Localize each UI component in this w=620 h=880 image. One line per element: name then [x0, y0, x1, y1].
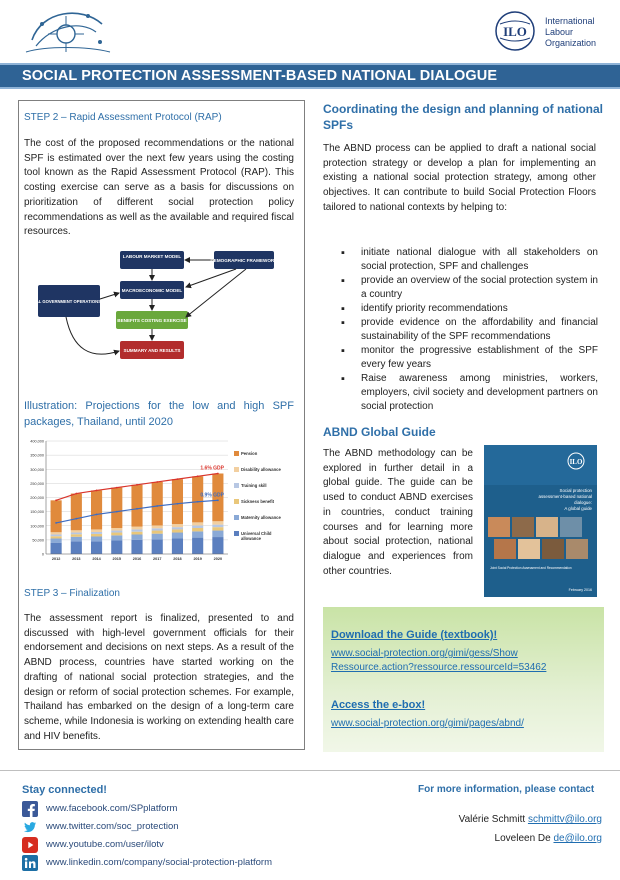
guide-title: ABND Global Guide — [323, 425, 436, 439]
chart-legend-label: Maternity allowance — [241, 515, 281, 520]
chart-bar-segment — [152, 482, 163, 526]
chart-x-tick-label: 2019 — [193, 557, 202, 561]
chart-y-tick-label: 150,000 — [30, 510, 44, 515]
chart-y-tick-label: 400,000 — [30, 439, 44, 444]
chart-legend-swatch — [234, 531, 239, 536]
organization-name — [545, 16, 596, 49]
chart-line-point — [197, 475, 199, 477]
chart-bar-segment — [172, 538, 183, 554]
chart-annotation: 1.6% GDP — [200, 465, 224, 472]
chart-bar-segment — [192, 522, 203, 525]
list-item: ▪ Raise awareness among ministries, workers, employers, civil society and development partners on social protection — [333, 372, 598, 414]
chart-bar-segment — [51, 500, 62, 532]
youtube-url[interactable]: www.youtube.com/user/ilotv — [46, 839, 164, 850]
chart-line-point — [55, 522, 57, 524]
chart-bar-segment — [172, 527, 183, 529]
chart-bar-segment — [131, 485, 142, 527]
access-ebox-link[interactable]: Access the e-box! — [331, 699, 426, 711]
chart-bar-segment — [71, 537, 82, 542]
chart-bar-segment — [172, 524, 183, 527]
ebox-url[interactable]: www.social-protection.org/gimi/pages/abnd/ — [331, 718, 524, 729]
coordinating-text: The ABND process can be applied to draft a national social protection strategy or develop a plan for implementing an existing a national social protection strategy, among other objectives. It can contribute to build Social Protection Floors tailored to national contexts by helping to: — [323, 143, 596, 213]
page-title: SOCIAL PROTECTION ASSESSMENT-BASED NATIONAL DIALOGUE — [22, 68, 498, 84]
chart-bar-segment — [152, 525, 163, 528]
chart-x-tick-label: 2016 — [132, 557, 142, 561]
chart-x-tick-label: 2014 — [92, 557, 101, 561]
chart-legend-label: Pension — [241, 451, 258, 456]
chart-bar-segment — [111, 528, 122, 531]
chart-bar-segment — [51, 543, 62, 554]
contact-name: Valérie Schmitt — [458, 814, 526, 825]
cover-title-line: Social protection — [559, 488, 592, 493]
illustration-title: Illustration: Projections for the low and high SPF packages, Thailand, until 2020 — [24, 400, 294, 428]
title-banner — [0, 63, 620, 89]
chart-y-tick-label: 250,000 — [30, 481, 44, 486]
chart-x-tick-label: 2013 — [72, 557, 81, 561]
contact-de — [495, 833, 602, 844]
chart-legend-swatch — [234, 467, 239, 472]
linkedin-url[interactable]: www.linkedin.com/company/social-protection-platform — [46, 857, 272, 868]
download-panel — [323, 607, 604, 752]
chart-bar-segment — [192, 476, 203, 522]
chart-line-point — [116, 511, 118, 513]
chart-bar-segment — [212, 531, 223, 537]
chart-annotation: 0.9% GDP — [200, 492, 224, 499]
chart-bar-segment — [131, 540, 142, 554]
chart-x-tick-label: 2015 — [112, 557, 122, 561]
cover-title-line: assessment-based national — [538, 494, 592, 499]
flow-label-demographic: DEMOGRAPHIC FRAMEWORK — [210, 258, 278, 263]
chart-legend-label: Disability allowance — [241, 467, 281, 472]
chart-bar-segment — [131, 527, 142, 530]
chart-bar-segment — [172, 479, 183, 524]
chart-bar-segment — [212, 527, 223, 530]
organization-name-line: Labour — [545, 27, 574, 37]
chart-legend-label: Sickness benefit — [241, 499, 275, 504]
cover-title-line: A global guide — [564, 506, 592, 511]
contact-email-link[interactable]: schmittv@ilo.org — [527, 814, 602, 825]
step3-title: STEP 3 – Finalization — [24, 588, 120, 599]
guide-text: The ABND methodology can be explored in further detail in a global guide. The guide can be used to conduct ABND exercises in countries, conduct training courses and for learning more about social protection, national dialogue and experiences from other countries. — [323, 448, 473, 577]
rap-flowchart — [20, 247, 278, 385]
more-info-heading: For more information, please contact — [418, 784, 595, 795]
step2-text: The cost of the proposed recommendations or the national SPF is estimated over the next few years using the costing tool known as the Rapid Assessment Protocol (RAP). This costing exercise can serve as a basis for discussions on prioritization of different social protection policy recommendations as well as the available and required fiscal resources. — [24, 138, 294, 238]
youtube-icon — [22, 837, 38, 853]
chart-bar-segment — [212, 537, 223, 554]
chart-x-tick-label: 2017 — [152, 557, 162, 561]
chart-bar-segment — [51, 536, 62, 538]
ilo-logo — [490, 10, 540, 52]
organization-name-line: International — [545, 16, 595, 26]
facebook-icon — [22, 801, 38, 817]
chart-bar-segment — [172, 529, 183, 532]
step2-title: STEP 2 – Rapid Assessment Protocol (RAP) — [24, 112, 222, 123]
chart-bar-segment — [172, 533, 183, 539]
chart-line-point — [197, 501, 199, 503]
guide-cover-image — [484, 445, 597, 597]
chart-y-tick-label: 100,000 — [30, 524, 44, 529]
objectives-list — [333, 246, 598, 414]
chart-bar-segment — [212, 521, 223, 524]
chart-legend-swatch — [234, 515, 239, 520]
chart-bar-segment — [192, 528, 203, 531]
projection-chart — [24, 435, 294, 572]
linkedin-icon — [22, 855, 38, 871]
chart-line-point — [75, 518, 77, 520]
cover-title-line: dialogue: — [574, 500, 592, 505]
stay-connected-heading: Stay connected! — [22, 784, 107, 796]
chart-bar-segment — [71, 541, 82, 554]
chart-line-point — [136, 484, 138, 486]
chart-bar-segment — [111, 540, 122, 554]
chart-line-point — [116, 487, 118, 489]
contact-name: Loveleen De — [494, 833, 551, 844]
chart-bar-segment — [152, 539, 163, 554]
chart-bar-segment — [111, 488, 122, 528]
flow-label-macro: MACROECONOMIC MODEL — [121, 288, 183, 293]
chart-legend-swatch — [234, 451, 239, 456]
chart-bar-segment — [192, 525, 203, 528]
chart-line-point — [156, 481, 158, 483]
chart-y-tick-label: 300,000 — [30, 467, 44, 472]
chart-bar-segment — [91, 541, 102, 554]
facebook-url[interactable]: www.facebook.com/SPplatform — [46, 803, 178, 814]
chart-bar-segment — [212, 525, 223, 528]
flow-label-costing: BENEFITS COSTING EXERCISE — [117, 318, 187, 323]
chart-bar-segment — [152, 531, 163, 534]
chart-legend-label: Training skill — [241, 483, 267, 488]
chart-x-tick-label: 2018 — [173, 557, 182, 561]
chart-legend-label: Universal Child allowance — [241, 531, 272, 541]
download-guide-url-line1[interactable]: www.social-protection.org/gimi/gess/Show — [331, 648, 518, 659]
chart-line-point — [136, 508, 138, 510]
chart-line-point — [55, 499, 57, 501]
chart-y-tick-label: 50,000 — [32, 538, 44, 543]
chart-line-point — [75, 493, 77, 495]
ilo-logo-text: ILO — [503, 24, 527, 39]
chart-line-point — [96, 490, 98, 492]
chart-y-tick-label: 350,000 — [30, 453, 44, 458]
cover-date: February 2016 — [568, 588, 592, 592]
chart-legend-swatch — [234, 483, 239, 488]
chart-bar-segment — [111, 531, 122, 533]
twitter-icon — [22, 819, 38, 835]
chart-bar-segment — [192, 538, 203, 554]
chart-bar-segment — [152, 534, 163, 540]
organization-name-line: Organization — [545, 38, 597, 48]
social-protection-floor-logo — [22, 2, 114, 58]
list-item: ▪ initiate national dialogue with all stakeholders on social protection, SPF and challenges — [333, 246, 598, 274]
chart-line-point — [177, 478, 179, 480]
flow-label-summary: SUMMARY AND RESULTS — [123, 348, 181, 353]
coordinating-title: Coordinating the design and planning of national SPFs — [323, 102, 603, 132]
chart-bar-segment — [131, 532, 142, 535]
step3-text: The assessment report is finalized, presented to and discussed with high-level government officials for their endorsement and decisions on next steps. As a result of the ABND process, countries have started working on the drafting of national social protection strategies, and the design or reform of social protection schemes. For example, Thailand has embarked on the design of a long-term care scheme, while Indonesia is working on extending health care and HIV benefits. — [24, 613, 294, 742]
chart-bar-segment — [111, 533, 122, 536]
chart-bar-segment — [131, 535, 142, 540]
chart-bar-segment — [51, 535, 62, 537]
list-item: ▪ identify priority recommendations — [333, 302, 598, 316]
chart-legend-swatch — [234, 499, 239, 504]
chart-bar-segment — [71, 533, 82, 535]
chart-bar-segment — [71, 494, 82, 531]
chart-line-point — [217, 473, 219, 475]
chart-line-point — [156, 505, 158, 507]
header — [0, 0, 620, 62]
chart-bar-segment — [91, 490, 102, 529]
chart-y-tick-label: 0 — [41, 552, 44, 557]
chart-x-tick-label: 2012 — [51, 557, 61, 561]
chart-bar-segment — [91, 534, 102, 537]
chart-line-point — [217, 499, 219, 501]
cover-ilo-text: ILO — [569, 458, 583, 466]
chart-line-point — [177, 503, 179, 505]
chart-y-tick-label: 200,000 — [30, 496, 44, 500]
download-guide-link[interactable]: Download the Guide (textbook)! — [331, 629, 498, 641]
chart-line-point — [96, 514, 98, 516]
chart-bar-segment — [192, 531, 203, 537]
chart-bar-segment — [131, 529, 142, 531]
chart-bar-segment — [71, 534, 82, 537]
list-item: ▪ provide an overview of the social protection system in a country — [333, 274, 598, 302]
chart-bar-segment — [111, 535, 122, 540]
flow-label-government: GENERAL GOVERNMENT OPERATIONS MODEL — [20, 299, 118, 304]
chart-bar-segment — [91, 532, 102, 534]
flow-label-labour: LABOUR MARKET MODEL — [122, 254, 182, 259]
twitter-url[interactable]: www.twitter.com/soc_protection — [46, 821, 179, 832]
chart-bar-segment — [51, 538, 62, 542]
contact-email-link[interactable]: de@ilo.org — [553, 833, 602, 844]
download-guide-url-line2[interactable]: Ressource.action?ressource.ressourceId=53462 — [331, 662, 547, 673]
chart-bar-segment — [91, 529, 102, 532]
list-item: ▪ provide evidence on the affordability and financial sustainability of the SPF recommendations — [333, 316, 598, 344]
chart-x-tick-label: 2020 — [213, 557, 223, 561]
chart-bar-segment — [51, 532, 62, 534]
list-item: ▪ monitor the progressive establishment of the SPF every few years — [333, 344, 598, 372]
chart-bar-segment — [91, 536, 102, 541]
chart-bar-segment — [152, 528, 163, 530]
chart-bar-segment — [71, 530, 82, 532]
guide-cover-art — [484, 445, 597, 597]
footer — [0, 770, 620, 880]
contact-schmitt — [459, 814, 602, 825]
cover-subtitle: Joint Social Protection Assessment and Recommendation — [490, 566, 572, 570]
